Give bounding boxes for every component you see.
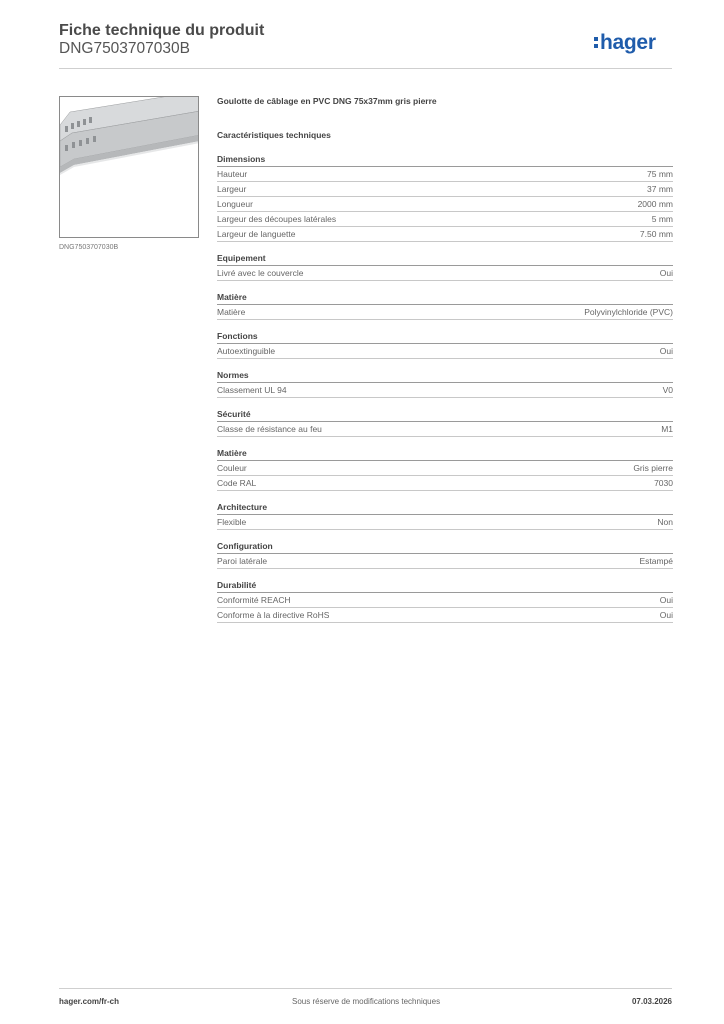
spec-label: Hauteur: [217, 169, 248, 179]
footer-notice: Sous réserve de modifications techniques: [292, 997, 441, 1006]
spec-value: Oui: [659, 610, 673, 620]
footer-divider: [59, 988, 672, 989]
spec-sections: [217, 153, 673, 623]
section-title: Architecture: [217, 501, 673, 515]
spec-content: [217, 94, 673, 623]
spec-label: Flexible: [217, 517, 247, 527]
spec-row: [217, 476, 673, 491]
spec-label: Classement UL 94: [217, 385, 287, 395]
spec-label: Code RAL: [217, 478, 257, 488]
spec-value: 75 mm: [647, 169, 673, 179]
product-reference: DNG7503707030B: [59, 40, 190, 57]
spec-section: [217, 252, 673, 281]
spec-label: Couleur: [217, 463, 247, 473]
spec-row: [217, 227, 673, 242]
spec-row: [217, 608, 673, 623]
spec-row: [217, 344, 673, 359]
section-title: Normes: [217, 369, 673, 383]
spec-row: [217, 305, 673, 320]
section-title: Dimensions: [217, 153, 673, 167]
spec-value: Oui: [659, 346, 673, 356]
spec-label: Autoextinguible: [217, 346, 276, 356]
spec-row: [217, 422, 673, 437]
spec-value: M1: [661, 424, 673, 434]
logo-text: hager: [600, 31, 656, 54]
spec-value: Estampé: [639, 556, 673, 566]
spec-heading: Caractéristiques techniques: [217, 130, 331, 140]
spec-row: [217, 197, 673, 212]
spec-row: [217, 266, 673, 281]
section-title: Matière: [217, 447, 673, 461]
spec-row: [217, 383, 673, 398]
spec-value: 7030: [654, 478, 673, 488]
spec-value: 7.50 mm: [639, 229, 673, 239]
spec-label: Longueur: [217, 199, 253, 209]
spec-value: Oui: [659, 595, 673, 605]
header-divider: [59, 68, 672, 69]
spec-section: [217, 447, 673, 491]
hager-logo[interactable]: [594, 29, 656, 57]
section-title: Equipement: [217, 252, 673, 266]
spec-row: [217, 554, 673, 569]
section-title: Fonctions: [217, 330, 673, 344]
spec-value: 37 mm: [647, 184, 673, 194]
spec-label: Paroi latérale: [217, 556, 268, 566]
spec-section: [217, 540, 673, 569]
spec-section: [217, 501, 673, 530]
spec-section: [217, 291, 673, 320]
spec-section: [217, 153, 673, 242]
section-title: Matière: [217, 291, 673, 305]
product-name: Goulotte de câblage en PVC DNG 75x37mm gris pierre: [217, 96, 437, 106]
spec-row: [217, 212, 673, 227]
spec-section: [217, 330, 673, 359]
spec-row: [217, 167, 673, 182]
spec-value: Non: [657, 517, 673, 527]
spec-value: Gris pierre: [633, 463, 673, 473]
footer-website-link[interactable]: hager.com/fr-ch: [59, 997, 120, 1006]
cable-duct-illustration: [60, 97, 199, 238]
spec-section: [217, 579, 673, 623]
image-caption: DNG7503707030B: [59, 244, 119, 251]
spec-label: Largeur des découpes latérales: [217, 214, 337, 224]
spec-label: Livré avec le couvercle: [217, 268, 304, 278]
spec-row: [217, 461, 673, 476]
footer-date: 07.03.2026: [631, 997, 672, 1006]
spec-label: Classe de résistance au feu: [217, 424, 322, 434]
spec-row: [217, 593, 673, 608]
spec-label: Matière: [217, 307, 246, 317]
page-title: Fiche technique du produit: [59, 22, 265, 39]
section-title: Durabilité: [217, 579, 673, 593]
product-image: [59, 96, 199, 238]
spec-section: [217, 408, 673, 437]
spec-label: Largeur de languette: [217, 229, 296, 239]
spec-value: V0: [662, 385, 673, 395]
spec-row: [217, 515, 673, 530]
spec-value: 5 mm: [651, 214, 673, 224]
spec-label: Conformité REACH: [217, 595, 291, 605]
spec-value: Oui: [659, 268, 673, 278]
section-title: Sécurité: [217, 408, 673, 422]
spec-label: Largeur: [217, 184, 247, 194]
spec-value: 2000 mm: [637, 199, 673, 209]
spec-section: [217, 369, 673, 398]
spec-label: Conforme à la directive RoHS: [217, 610, 330, 620]
spec-value: Polyvinylchloride (PVC): [584, 307, 673, 317]
section-title: Configuration: [217, 540, 673, 554]
logo-colon-mark: [594, 35, 598, 49]
spec-row: [217, 182, 673, 197]
